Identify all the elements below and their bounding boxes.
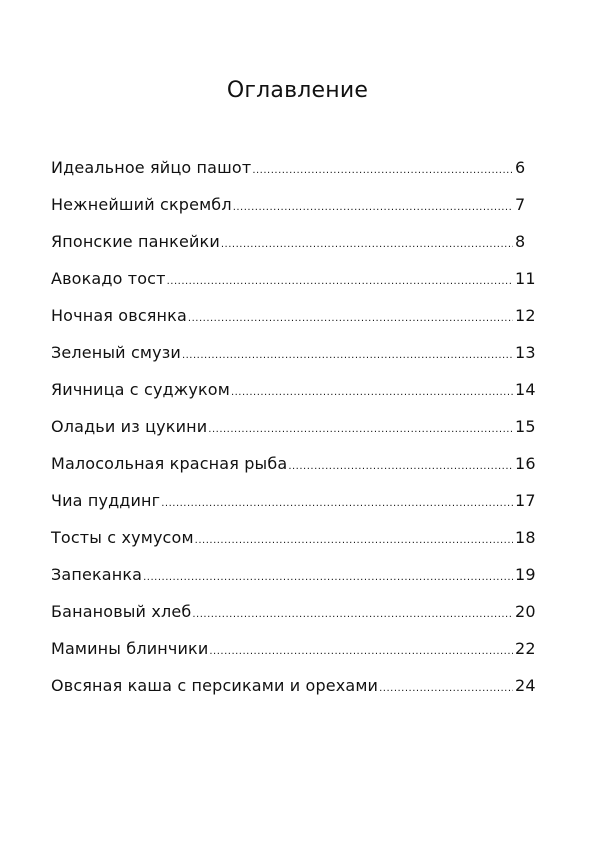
toc-entry[interactable] [51, 452, 541, 489]
toc-page-number: 24 [515, 676, 536, 695]
toc-entry[interactable] [51, 563, 541, 600]
toc-dot-leader [161, 492, 513, 516]
toc-entry-title: Яичница с суджуком [51, 380, 230, 399]
page-title: Оглавление [226, 78, 369, 103]
toc-entry[interactable] [51, 304, 541, 341]
toc-entry-title: Нежнейший скрембл [51, 195, 232, 214]
toc-dot-leader [231, 381, 513, 405]
toc-entry-title: Овсяная каша с персиками и орехами [51, 676, 379, 695]
toc-entry-title: Запеканка [51, 565, 143, 584]
toc-page-number: 12 [515, 306, 536, 325]
toc-entry-title: Банановый хлеб [51, 602, 192, 621]
toc-dot-leader [288, 455, 513, 479]
toc-page-number: 11 [515, 269, 536, 288]
toc-entry[interactable] [51, 267, 541, 304]
toc-entry-title: Чиа пуддинг [51, 491, 161, 510]
toc-entry[interactable] [51, 193, 541, 230]
toc-dot-leader [221, 233, 513, 257]
toc-entry-title: Японские панкейки [51, 232, 220, 251]
toc-dot-leader [182, 344, 513, 368]
toc-page-number: 8 [515, 232, 526, 251]
toc-entry-title: Зеленый смузи [51, 343, 181, 362]
toc-page-number: 18 [515, 528, 536, 547]
toc-page-number: 15 [515, 417, 536, 436]
table-of-contents [51, 156, 541, 711]
toc-entry[interactable] [51, 156, 541, 193]
toc-entry[interactable] [51, 341, 541, 378]
toc-dot-leader [379, 677, 513, 701]
toc-entry[interactable] [51, 415, 541, 452]
toc-entry-title: Ночная овсянка [51, 306, 187, 325]
toc-page-number: 20 [515, 602, 536, 621]
toc-entry[interactable] [51, 526, 541, 563]
toc-entry-title: Тосты с хумусом [51, 528, 194, 547]
toc-dot-leader [233, 196, 513, 220]
toc-page-number: 22 [515, 639, 536, 658]
toc-entry-title: Авокадо тост [51, 269, 166, 288]
toc-entry[interactable] [51, 489, 541, 526]
toc-dot-leader [192, 603, 513, 627]
toc-page-number: 14 [515, 380, 536, 399]
toc-page-number: 13 [515, 343, 536, 362]
toc-entry-title: Оладьи из цукини [51, 417, 208, 436]
toc-page-number: 6 [515, 158, 526, 177]
toc-dot-leader [252, 159, 513, 183]
toc-entry[interactable] [51, 378, 541, 415]
toc-page-number: 17 [515, 491, 536, 510]
toc-page-number: 16 [515, 454, 536, 473]
toc-entry[interactable] [51, 230, 541, 267]
toc-dot-leader [167, 270, 513, 294]
toc-dot-leader [195, 529, 513, 553]
toc-dot-leader [188, 307, 513, 331]
toc-dot-leader [208, 418, 513, 442]
toc-dot-leader [209, 640, 513, 664]
toc-page-number: 19 [515, 565, 536, 584]
toc-entry[interactable] [51, 600, 541, 637]
toc-page-number: 7 [515, 195, 526, 214]
toc-entry-title: Идеальное яйцо пашот [51, 158, 252, 177]
toc-entry-title: Малосольная красная рыба [51, 454, 288, 473]
toc-entry[interactable] [51, 637, 541, 674]
toc-dot-leader [143, 566, 513, 590]
toc-entry-title: Мамины блинчики [51, 639, 209, 658]
toc-entry[interactable] [51, 674, 541, 711]
